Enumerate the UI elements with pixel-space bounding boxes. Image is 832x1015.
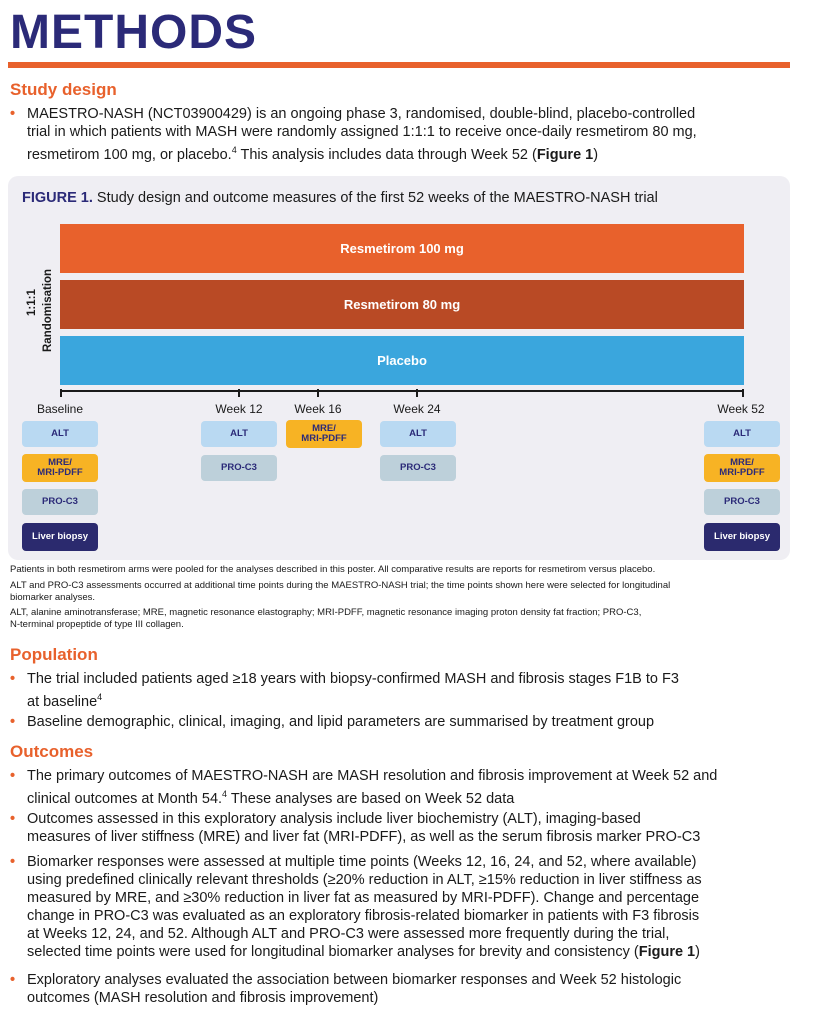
text-line: trial in which patients with MASH were randomly assigned 1:1:1 to receive once-daily resmetirom 80 mg, xyxy=(27,124,697,140)
assessment-pro-c3: PRO-C3 xyxy=(201,455,277,481)
study-design-heading: Study design xyxy=(10,80,117,99)
arm-placebo: Placebo xyxy=(60,336,744,385)
assessment-alt: ALT xyxy=(704,421,780,447)
arm-resmetirom-80: Resmetirom 80 mg xyxy=(60,280,744,329)
assessment-pro-c3: PRO-C3 xyxy=(22,489,98,515)
assessment-mre-mri-pdff: MRE/ MRI-PDFF xyxy=(286,420,362,448)
assessment-pro-c3: PRO-C3 xyxy=(704,489,780,515)
page-title: METHODS xyxy=(10,6,257,59)
timeline-tick xyxy=(60,389,62,397)
footnote-abbreviations: ALT, alanine aminotransferase; MRE, magnetic resonance elastography; MRI-PDFF, magnetic resonance imaging proton density fat fraction; PRO-C3, N-terminal propeptide of type III collagen. xyxy=(10,607,642,630)
footnote-timepoints: ALT and PRO-C3 assessments occurred at additional time points during the MAESTRO-NASH trial; the time points shown here were selected for longitudinal biomarker analyses. xyxy=(10,580,671,603)
outcomes-bullet: • Outcomes assessed in this exploratory analysis include liver biochemistry (ALT), imaging-based measures of liver stiffness (MRE) and liver fat (MRI-PDFF), as well as the serum fibrosis marker PRO-C3 xyxy=(10,811,701,845)
text-line: resmetirom 100 mg, or placebo. xyxy=(27,146,232,163)
outcomes-bullet: • The primary outcomes of MAESTRO-NASH are MASH resolution and fibrosis improvement at Week 52 and clinical outcomes at Month 54.$^4$ These analyses are based on Week 52 data xyxy=(10,768,718,807)
timeline-tick xyxy=(238,389,240,397)
population-bullet: • Baseline demographic, clinical, imaging, and lipid parameters are summarised by treatment group xyxy=(10,714,655,730)
figure-reference: Figure 1 xyxy=(536,146,594,163)
assessment-alt: ALT xyxy=(380,421,456,447)
figure-caption xyxy=(22,190,658,206)
randomisation-ratio: 1:1:1 xyxy=(26,289,38,316)
timeline-tick xyxy=(416,389,418,397)
timepoint-week-52: Week 52 xyxy=(717,402,765,416)
footnote-pooling: Patients in both resmetirom arms were pooled for the analyses described in this poster. All comparative results are reports for resmetirom versus placebo. xyxy=(10,564,656,575)
timepoint-week-16: Week 16 xyxy=(294,402,342,416)
timepoint-baseline: Baseline xyxy=(36,402,84,416)
text-line: This analysis includes data through Week 52 ( xyxy=(236,146,537,163)
figure-label: FIGURE 1. xyxy=(22,190,93,206)
outcomes-bullet: • Biomarker responses were assessed at multiple time points (Weeks 12, 16, 24, and 52, where available) using predefined clinically relevant thresholds (≥20% reduction in ALT, ≥15% reduction in liver stiffness as measured by MRE, and ≥30% reduction in liver fat as measured by MRI-PDFF). Change and percentage change in PRO-C3 was evaluated as an exploratory fibrosis-related biomarker in patients with F3 fibrosis at Weeks 12, 24, and 52. Although ALT and PRO-C3 were assessed more frequently during the trial, selected time points were used for longitudinal biomarker analyses for brevity and consistency (Figure 1) xyxy=(10,854,702,960)
randomisation-label xyxy=(16,256,64,356)
assessment-mre-mri-pdff: MRE/ MRI-PDFF xyxy=(704,454,780,482)
assessment-liver-biopsy: Liver biopsy xyxy=(704,523,780,551)
text-line: MAESTRO-NASH (NCT03900429) is an ongoing phase 3, randomised, double-blind, placebo-controlled xyxy=(27,106,696,122)
timeline-axis xyxy=(60,390,744,392)
text-line: ) xyxy=(593,146,599,163)
figure-panel xyxy=(8,176,790,560)
reference-sup: 4 xyxy=(231,145,237,155)
bullet-dot: • xyxy=(10,106,16,122)
assessment-liver-biopsy: Liver biopsy xyxy=(22,523,98,551)
assessment-mre-mri-pdff: MRE/ MRI-PDFF xyxy=(22,454,98,482)
assessment-alt: ALT xyxy=(22,421,98,447)
timeline-tick xyxy=(317,389,319,397)
population-heading: Population xyxy=(10,645,98,664)
figure-caption-text: Study design and outcome measures of the first 52 weeks of the MAESTRO-NASH trial xyxy=(92,190,658,206)
title-rule xyxy=(8,62,790,68)
timeline-tick xyxy=(742,389,744,397)
assessment-pro-c3: PRO-C3 xyxy=(380,455,456,481)
population-bullet: • The trial included patients aged ≥18 years with biopsy-confirmed MASH and fibrosis stages F1B to F3 at baseline$^4$ xyxy=(10,671,679,710)
timepoint-week-24: Week 24 xyxy=(393,402,441,416)
randomisation-text: Randomisation xyxy=(42,268,54,352)
arm-resmetirom-100: Resmetirom 100 mg xyxy=(60,224,744,273)
outcomes-bullet: • Exploratory analyses evaluated the association between biomarker responses and Week 52 histologic outcomes (MASH resolution and fibrosis improvement) xyxy=(10,972,682,1006)
timepoint-week-12: Week 12 xyxy=(215,402,263,416)
outcomes-heading: Outcomes xyxy=(10,742,94,761)
assessment-alt: ALT xyxy=(201,421,277,447)
study-design-bullet xyxy=(10,105,790,164)
